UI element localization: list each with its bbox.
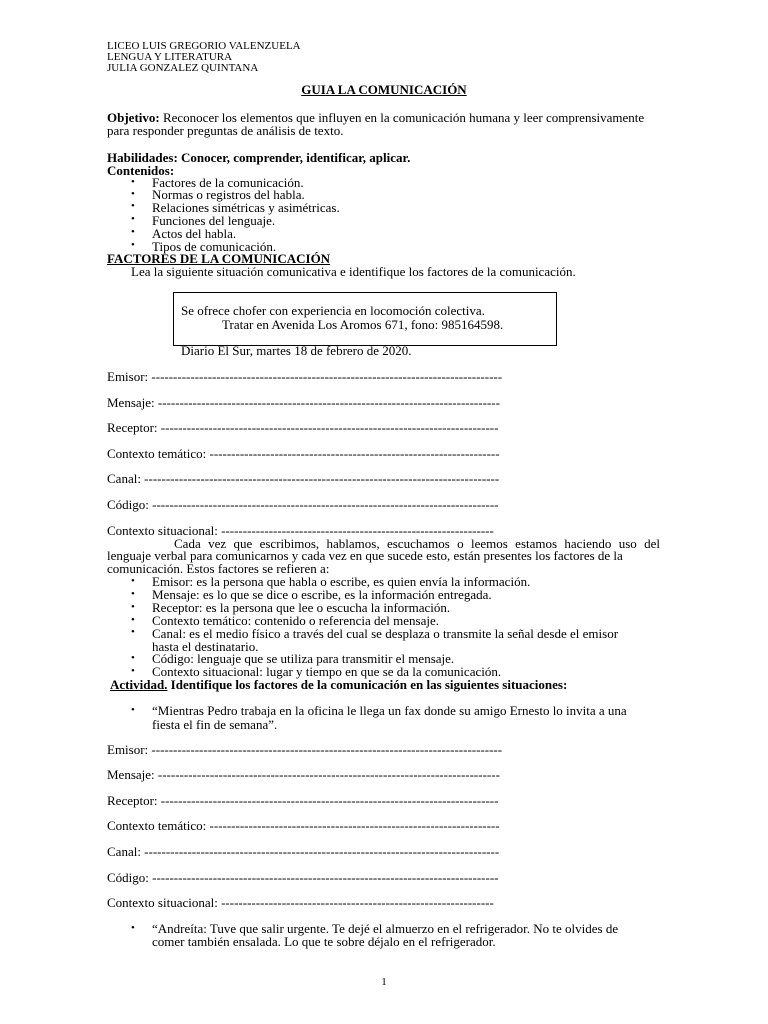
bullet-icon: • <box>131 588 135 600</box>
section-title: FACTORES DE LA COMUNICACIÓN <box>107 251 331 266</box>
bullet-icon: • <box>131 176 135 188</box>
objective-text-1: Reconocer los elementos que influyen en la comunicación humana y leer comprensivamente <box>162 110 645 125</box>
situation-1-line-2: fiesta el fin de semana”. <box>152 717 278 732</box>
field-emisor-2: Emisor: --------------------------------------------------------------------------------- <box>107 742 503 757</box>
activity-heading <box>110 678 567 691</box>
bullet-icon: • <box>131 239 135 251</box>
activity-text: Identifique los factores de la comunicación en las siguientes situaciones: <box>167 677 568 692</box>
bullet-icon: • <box>131 922 135 934</box>
skills: Habilidades: Conocer, comprender, identificar, aplicar. <box>107 150 411 165</box>
ad-line-2: Tratar en Avenida Los Aromos 671, fono: 985164598. <box>222 317 504 332</box>
bullet-icon: • <box>131 601 135 613</box>
list-item: Tipos de comunicación. <box>152 239 277 254</box>
bullet-icon: • <box>131 626 135 638</box>
list-item: Relaciones simétricas y asimétricas. <box>152 200 340 215</box>
field-receptor-2: Receptor: ------------------------------------------------------------------------------ <box>107 793 499 808</box>
bullet-icon: • <box>131 575 135 587</box>
definition-contexto-situacional: Contexto situacional: lugar y tiempo en que se da la comunicación. <box>152 664 502 679</box>
bullet-icon: • <box>131 652 135 664</box>
field-contexto-situacional: Contexto situacional: --------------------------------------------------------------- <box>107 523 494 538</box>
field-receptor: Receptor: ------------------------------------------------------------------------------ <box>107 420 499 435</box>
school-name: LICEO LUIS GREGORIO VALENZUELA <box>107 40 301 52</box>
contents-label: Contenidos: <box>107 163 175 178</box>
bullet-icon: • <box>131 665 135 677</box>
definition-codigo: Código: lenguaje que se utiliza para transmitir el mensaje. <box>152 651 455 666</box>
instruction: Lea la siguiente situación comunicativa e identifique los factores de la comunicación. <box>131 264 576 279</box>
field-mensaje: Mensaje: ------------------------------------------------------------------------------- <box>107 395 500 410</box>
list-item: Funciones del lenguaje. <box>152 213 276 228</box>
situation-2-line-2: comer también ensalada. Lo que te sobre déjalo en el refrigerador. <box>152 934 496 949</box>
field-emisor: Emisor: --------------------------------------------------------------------------------- <box>107 369 503 384</box>
list-item: Factores de la comunicación. <box>152 175 304 190</box>
page-title: GUIA LA COMUNICACIÓN <box>301 82 467 97</box>
bullet-icon: • <box>131 614 135 626</box>
field-mensaje-2: Mensaje: ------------------------------------------------------------------------------- <box>107 767 500 782</box>
bullet-icon: • <box>131 704 135 716</box>
bullet-icon: • <box>131 188 135 200</box>
field-canal-2: Canal: ---------------------------------------------------------------------------------- <box>107 844 500 859</box>
page-number: 1 <box>381 976 387 988</box>
field-contexto-tematico: Contexto temático: ------------------------------------------------------------------- <box>107 446 500 461</box>
list-item: Actos del habla. <box>152 226 237 241</box>
explanation-line-2: lenguaje verbal para comunicarnos y cada vez en que sucede esto, están presentes los factores de la <box>107 548 623 563</box>
bullet-icon: • <box>131 213 135 225</box>
list-item: Normas o registros del habla. <box>152 187 305 202</box>
definition-mensaje: Mensaje: es lo que se dice o escribe, es la información entregada. <box>152 587 492 602</box>
bullet-icon: • <box>131 200 135 212</box>
explanation-line-1: Cada vez que escribimos, hablamos, escuchamos o leemos estamos haciendo uso del <box>174 536 660 551</box>
objective-label: Objetivo: <box>107 110 160 125</box>
definition-receptor: Receptor: es la persona que lee o escucha la información. <box>152 600 451 615</box>
situation-1-line-1: “Mientras Pedro trabaja en la oficina le llega un fax donde su amigo Ernesto lo invita a una <box>152 703 627 718</box>
definition-contexto-tematico: Contexto temático: contenido o referencia del mensaje. <box>152 613 439 628</box>
ad-source: Diario El Sur, martes 18 de febrero de 2020. <box>181 343 412 358</box>
activity-label: Actividad. <box>110 677 168 692</box>
definition-emisor: Emisor: es la persona que habla o escribe, es quien envía la información. <box>152 574 531 589</box>
objective-line-2: para responder preguntas de análisis de texto. <box>107 123 344 138</box>
field-codigo: Código: -------------------------------------------------------------------------------- <box>107 497 499 512</box>
ad-line-1: Se ofrece chofer con experiencia en locomoción colectiva. <box>181 303 485 318</box>
subject-name: LENGUA Y LITERATURA <box>107 51 233 63</box>
field-canal: Canal: ---------------------------------------------------------------------------------- <box>107 471 500 486</box>
field-contexto-tematico-2: Contexto temático: ------------------------------------------------------------------- <box>107 818 500 833</box>
field-contexto-situacional-2: Contexto situacional: --------------------------------------------------------------- <box>107 895 494 910</box>
explanation-line-3: comunicación. Estos factores se refieren a: <box>107 561 330 576</box>
definition-canal: Canal: es el medio físico a través del cual se desplaza o transmite la señal desde el emisor <box>152 626 619 641</box>
definition-canal-cont: hasta el destinatario. <box>152 639 259 654</box>
bullet-icon: • <box>131 226 135 238</box>
teacher-name: JULIA GONZALEZ QUINTANA <box>107 62 259 74</box>
field-codigo-2: Código: -------------------------------------------------------------------------------- <box>107 870 499 885</box>
situation-2-line-1: “Andreíta: Tuve que salir urgente. Te dejé el almuerzo en el refrigerador. No te olvides de <box>152 921 619 936</box>
